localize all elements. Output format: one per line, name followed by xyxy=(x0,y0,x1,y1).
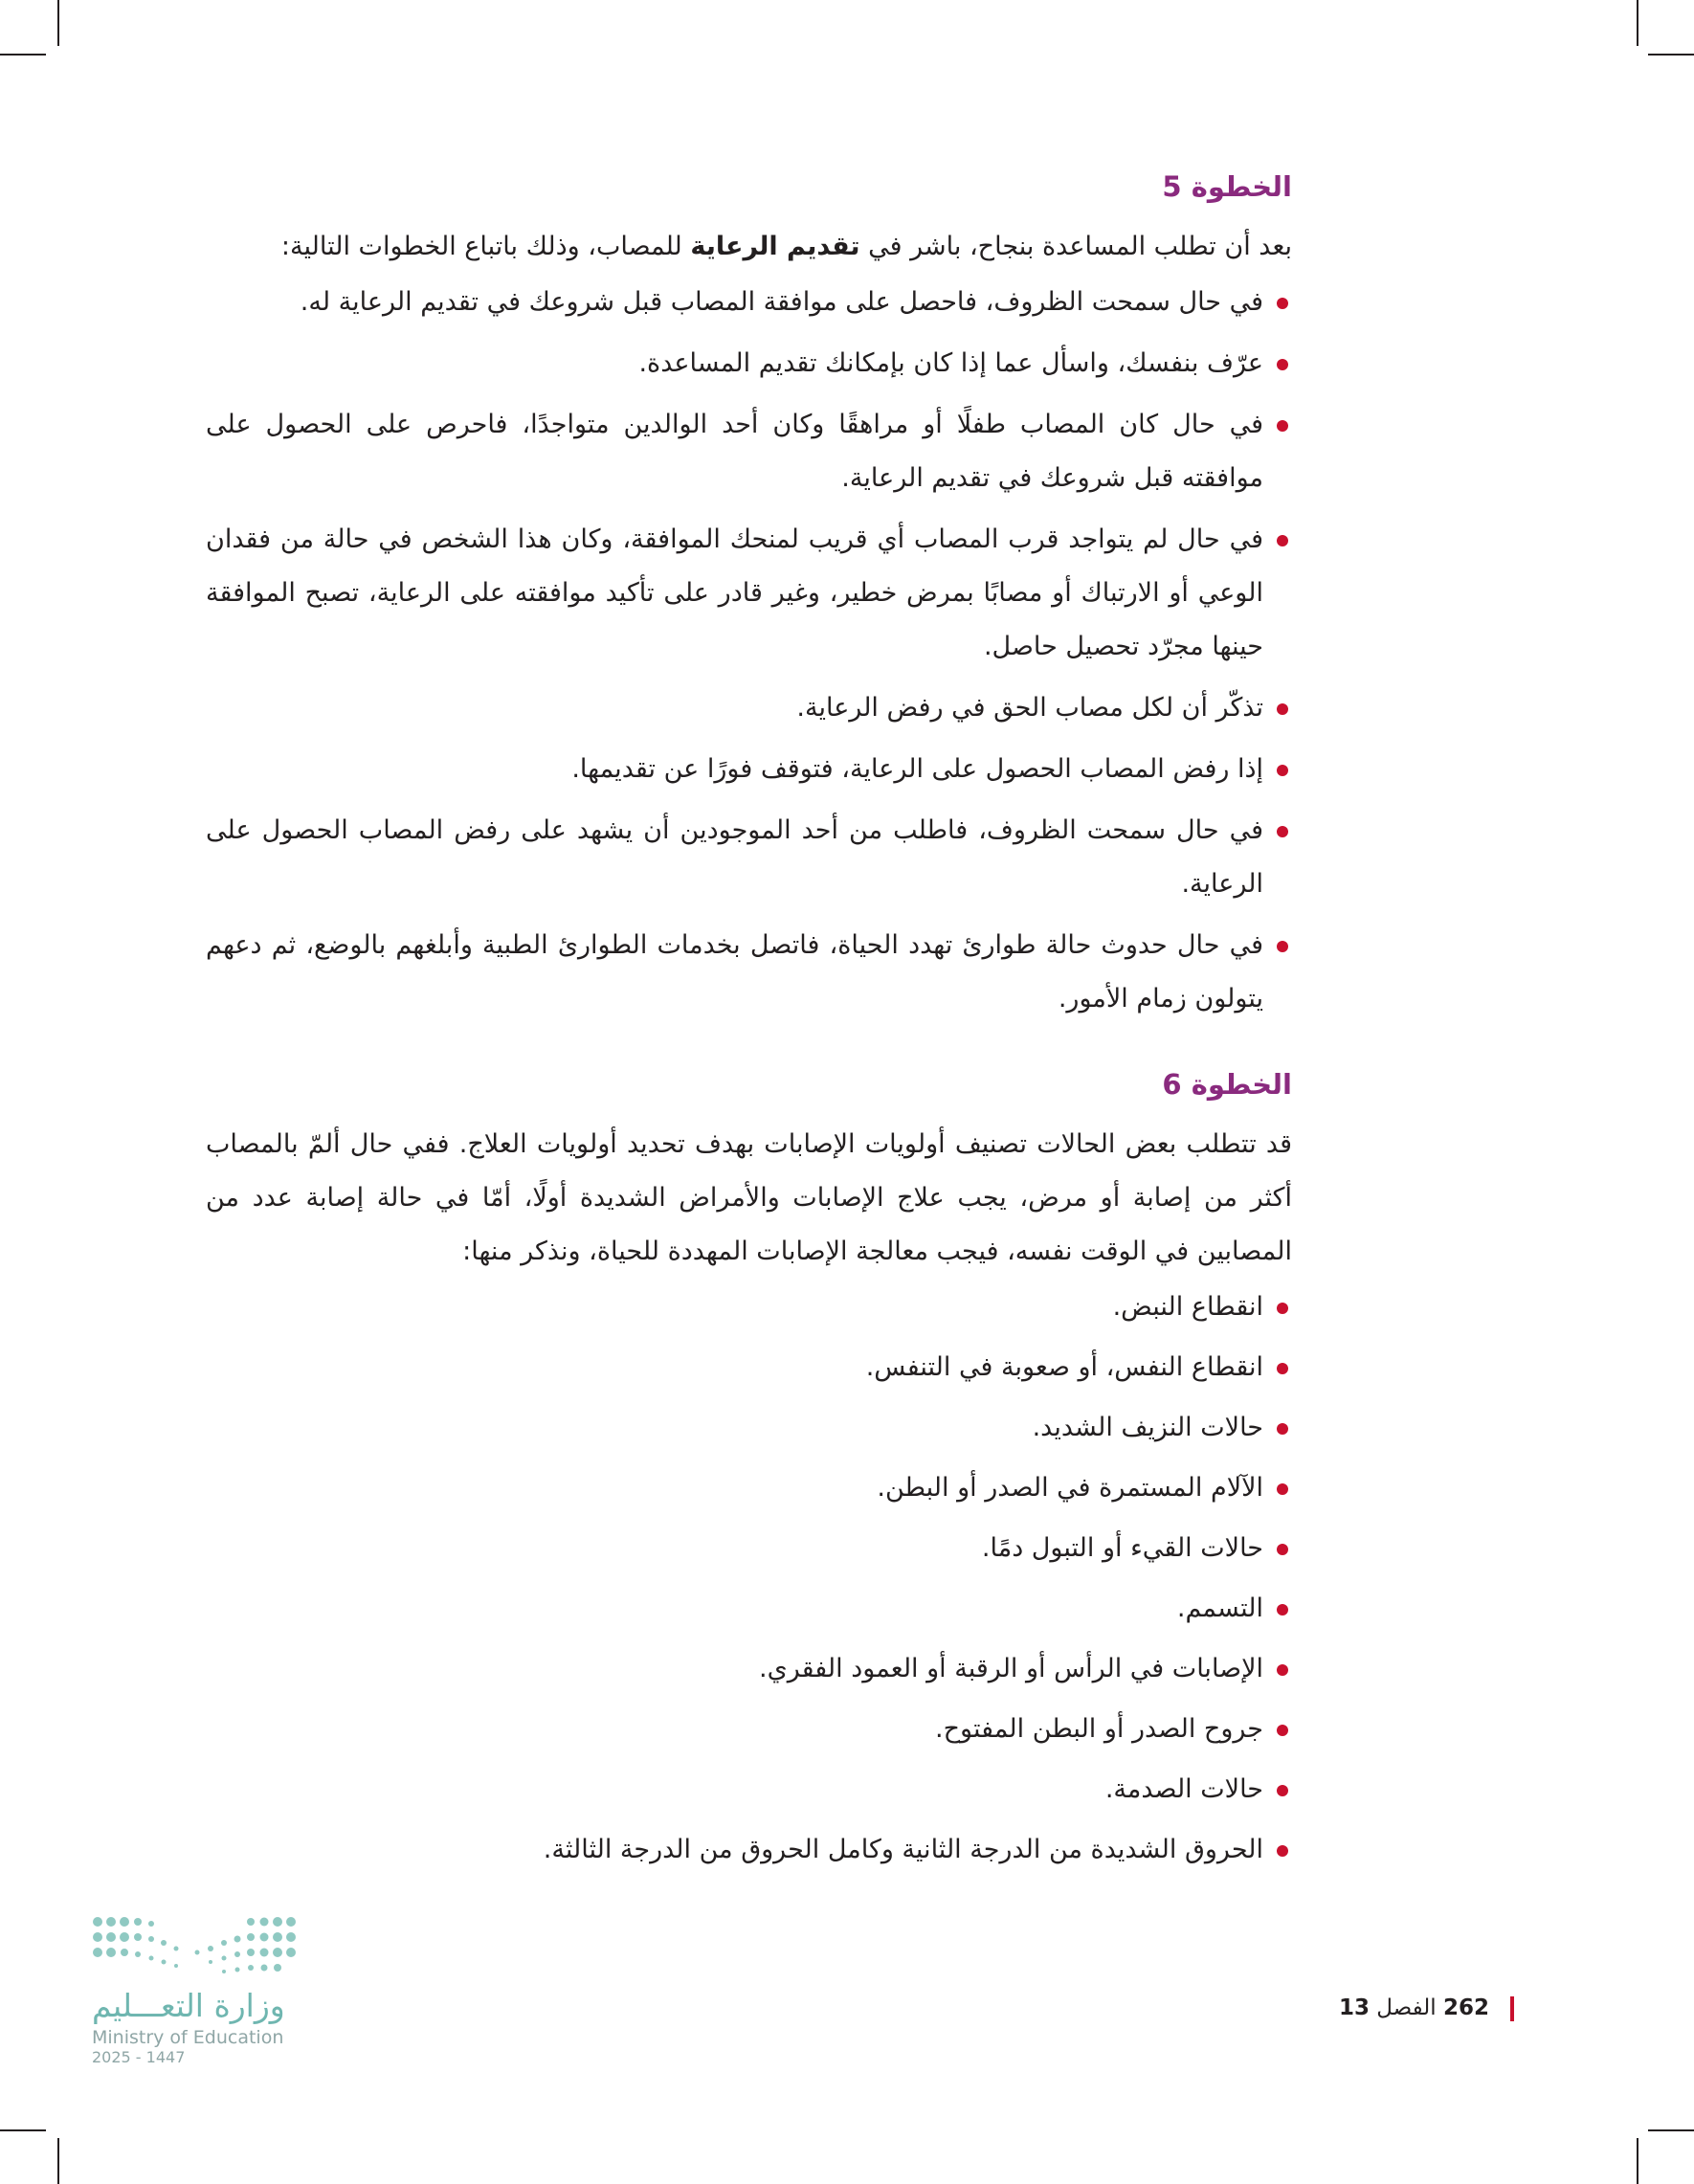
bullet-icon xyxy=(1277,941,1288,952)
crop-mark xyxy=(57,0,59,46)
list-item: في حال كان المصاب طفلًا أو مراهقًا وكان أحد الوالدين متواجدًا، فاحرص على الحصول على موافقته قبل شروعك في تقديم الرعاية. xyxy=(206,398,1292,505)
list-item: إذا رفض المصاب الحصول على الرعاية، فتوقف فورًا عن تقديمها. xyxy=(206,743,1292,796)
list-item: انقطاع النبض. xyxy=(206,1281,1292,1334)
bullet-icon xyxy=(1277,1423,1288,1435)
crop-mark xyxy=(1637,2138,1638,2184)
bullet-icon xyxy=(1277,1483,1288,1495)
bullet-icon xyxy=(1277,1845,1288,1857)
ministry-logo xyxy=(92,1914,302,2067)
page-number: 262 xyxy=(1442,1995,1489,2020)
step6-intro: قد تتطلب بعض الحالات تصنيف أولويات الإصابات بهدف تحديد أولويات العلاج. ففي حال ألمّ بالمصاب أكثر من إصابة أو مرض، يجب علاج الإصابات والأمراض الشديدة أولًا، أمّا في حالة إصابة عدد من المصابين في الوقت نفسه، فيجب معالجة الإصابات المهددة للحياة، ونذكر منها: xyxy=(206,1129,1292,1266)
step5-intro-bold: تقديم الرعاية xyxy=(690,232,860,261)
list-item: في حال حدوث حالة طوارئ تهدد الحياة، فاتصل بخدمات الطوارئ الطبية وأبلغهم بالوضع، ثم دعهم يتولون زمام الأمور. xyxy=(206,919,1292,1026)
chapter-number: 13 xyxy=(1338,1995,1370,2020)
bullet-icon xyxy=(1277,535,1288,546)
list-item: الإصابات في الرأس أو الرقبة أو العمود الفقري. xyxy=(206,1642,1292,1696)
list-item: جروح الصدر أو البطن المفتوح. xyxy=(206,1703,1292,1756)
list-item: انقطاع النفس، أو صعوبة في التنفس. xyxy=(206,1341,1292,1394)
list-item: تذكّر أن لكل مصاب الحق في رفض الرعاية. xyxy=(206,681,1292,735)
crop-mark xyxy=(57,2138,59,2184)
ministry-name-english: Ministry of Education xyxy=(92,2027,284,2048)
bullet-icon xyxy=(1277,1303,1288,1314)
page-footer xyxy=(1323,1989,1514,2027)
crop-mark xyxy=(0,2129,46,2131)
bullet-icon xyxy=(1277,1664,1288,1676)
step5-heading: الخطوة 5 xyxy=(1162,170,1292,203)
list-item: في حال لم يتواجد قرب المصاب أي قريب لمنحك الموافقة، وكان هذا الشخص في حالة من فقدان الوعي أو الارتباك أو مصابًا بمرض خطير، وغير قادر على تأكيد موافقته على الرعاية، تصبح الموافقة حينها مجرّد تحصيل حاصل. xyxy=(206,513,1292,674)
chapter-label: الفصل xyxy=(1376,1995,1437,2020)
list-item: في حال سمحت الظروف، فاحصل على موافقة المصاب قبل شروعك في تقديم الرعاية له. xyxy=(206,276,1292,329)
bullet-icon xyxy=(1277,420,1288,432)
step5-list xyxy=(206,276,1292,1026)
bullet-icon xyxy=(1277,1544,1288,1555)
crop-mark xyxy=(1648,2129,1694,2131)
bullet-icon xyxy=(1277,1604,1288,1616)
bullet-icon xyxy=(1277,298,1288,309)
ministry-year: 2025 - 1447 xyxy=(92,2048,186,2066)
bullet-icon xyxy=(1277,826,1288,837)
list-item: الحروق الشديدة من الدرجة الثانية وكامل الحروق من الدرجة الثالثة. xyxy=(206,1823,1292,1877)
list-item: في حال سمحت الظروف، فاطلب من أحد الموجودين أن يشهد على رفض المصاب الحصول على الرعاية. xyxy=(206,804,1292,911)
ministry-name-arabic: وزارة التعـــليم xyxy=(92,1987,285,2024)
list-item: حالات القيء أو التبول دمًا. xyxy=(206,1522,1292,1575)
list-item: الآلام المستمرة في الصدر أو البطن. xyxy=(206,1461,1292,1515)
crop-mark xyxy=(1637,0,1638,46)
crop-mark xyxy=(1648,54,1694,56)
bullet-icon xyxy=(1277,1785,1288,1796)
crop-mark xyxy=(0,54,46,56)
bullet-icon xyxy=(1277,359,1288,370)
footer-separator xyxy=(1510,1996,1514,2021)
bullet-icon xyxy=(1277,703,1288,715)
bullet-icon xyxy=(1277,1363,1288,1374)
step6-heading: الخطوة 6 xyxy=(1162,1068,1292,1101)
bullet-icon xyxy=(1277,765,1288,776)
list-item: عرّف بنفسك، واسأل عما إذا كان بإمكانك تقديم المساعدة. xyxy=(206,337,1292,390)
step6-list xyxy=(206,1281,1292,1877)
ministry-logo-dots-icon xyxy=(92,1914,302,1981)
list-item: حالات النزيف الشديد. xyxy=(206,1401,1292,1455)
step5-intro: بعد أن تطلب المساعدة بنجاح، باشر في تقديم الرعاية للمصاب، وذلك باتباع الخطوات التالية: xyxy=(280,232,1292,261)
list-item: التسمم. xyxy=(206,1582,1292,1636)
list-item: حالات الصدمة. xyxy=(206,1763,1292,1816)
page-content xyxy=(206,163,1292,1883)
bullet-icon xyxy=(1277,1725,1288,1736)
